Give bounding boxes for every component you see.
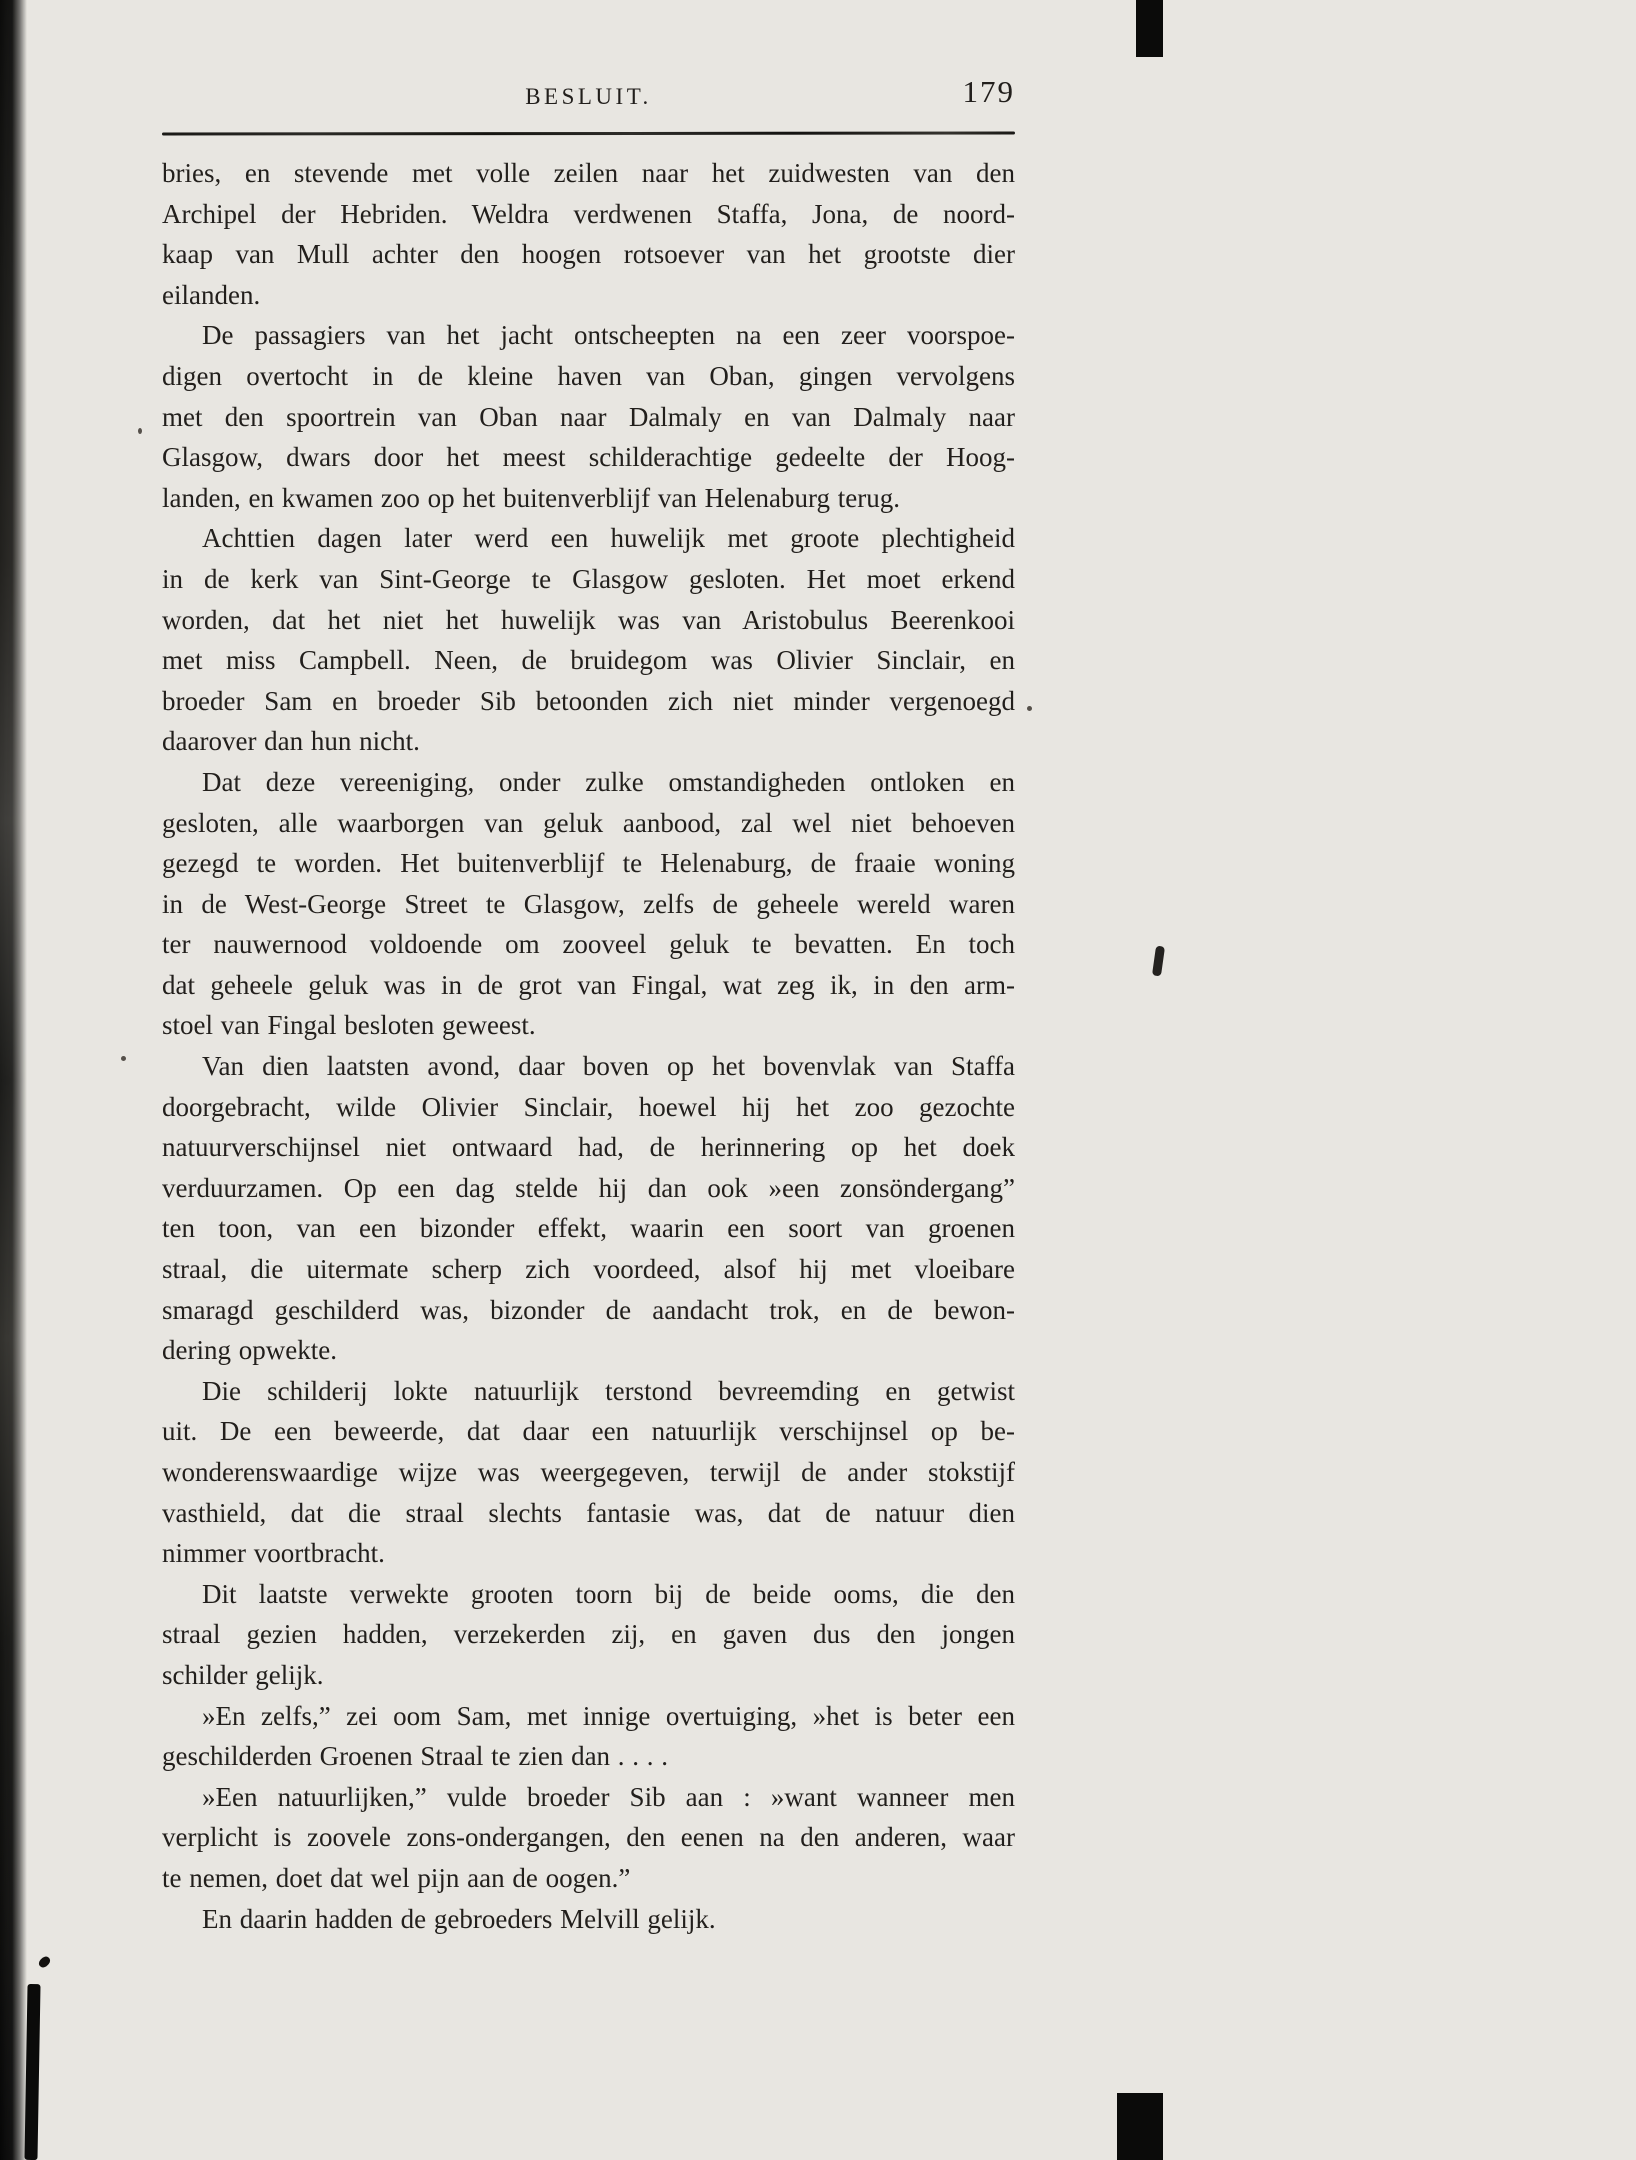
text-line: »En zelfs,” zei oom Sam, met innige overtuiging, »het is beter een	[202, 1700, 1015, 1731]
text-line: in de West-George Street te Glasgow, zelfs de geheele wereld waren	[162, 888, 1015, 919]
scan-speck	[1027, 706, 1032, 711]
paragraph	[162, 1777, 1015, 1899]
text-line: te nemen, doet dat wel pijn aan de oogen.”	[162, 1862, 631, 1893]
scan-mark-top-right	[1136, 0, 1163, 57]
text-line: natuurverschijnsel niet ontwaard had, de herinnering op het doek	[162, 1132, 1015, 1163]
text-line: ter nauwernood voldoende om zooveel geluk te bevatten. En toch	[162, 929, 1015, 960]
text-block	[162, 74, 1015, 1939]
text-line: stoel van Fingal besloten geweest.	[162, 1010, 536, 1041]
running-title: BESLUIT.	[525, 84, 652, 109]
text-line: uit. De een beweerde, dat daar een natuurlijk verschijnsel op be-	[162, 1416, 1015, 1447]
text-line: worden, dat het niet het huwelijk was van Aristobulus Beerenkooi	[162, 604, 1015, 635]
header-rule	[162, 131, 1015, 135]
text-line: kaap van Mull achter den hoogen rotsoever van het grootste dier	[162, 239, 1015, 270]
text-line: ten toon, van een bizonder effekt, waarin een soort van groenen	[162, 1213, 1015, 1244]
text-line: Dat deze vereeniging, onder zulke omstandigheden ontloken en	[202, 766, 1015, 797]
text-line: verplicht is zoovele zons-ondergangen, den eenen na den anderen, waar	[162, 1822, 1015, 1853]
scan-speck	[138, 428, 142, 434]
text-line: doorgebracht, wilde Olivier Sinclair, hoewel hij het zoo gezochte	[162, 1091, 1015, 1122]
scan-gutter-shadow	[0, 0, 27, 2160]
text-line: Dit laatste verwekte grooten toorn bij de beide ooms, die den	[202, 1578, 1015, 1609]
text-line: daarover dan hun nicht.	[162, 726, 420, 757]
text-line: »Een natuurlijken,” vulde broeder Sib aan : »want wanneer men	[202, 1781, 1015, 1812]
text-line: Glasgow, dwars door het meest schilderachtige gedeelte der Hoog-	[162, 442, 1015, 473]
text-line: gesloten, alle waarborgen van geluk aanbood, zal wel niet behoeven	[162, 807, 1015, 838]
page-header	[162, 74, 1015, 118]
text-line: vasthield, dat die straal slechts fantasie was, dat de natuur dien	[162, 1497, 1015, 1528]
text-line: dat geheele geluk was in de grot van Fingal, wat zeg ik, in den arm-	[162, 969, 1015, 1000]
text-line: wonderenswaardige wijze was weergegeven, terwijl de ander stokstijf	[162, 1457, 1015, 1487]
page-number: 179	[962, 74, 1015, 109]
scan-mark-bottom-right	[1117, 2093, 1163, 2160]
text-line: eilanden.	[162, 279, 261, 310]
scan-mark-right-edge	[1152, 946, 1165, 977]
body-text	[162, 153, 1015, 1939]
text-line: nimmer voortbracht.	[162, 1538, 385, 1569]
text-line: Achttien dagen later werd een huwelijk met groote plechtigheid	[202, 523, 1015, 554]
text-line: smaragd geschilderd was, bizonder de aandacht trok, en de bewon-	[162, 1294, 1015, 1325]
text-line: met den spoortrein van Oban naar Dalmaly en van Dalmaly naar	[162, 401, 1015, 432]
text-line: dering opwekte.	[162, 1335, 337, 1366]
paragraph	[162, 1046, 1015, 1371]
text-line: gezegd te worden. Het buitenverblijf te Helenaburg, de fraaie woning	[162, 848, 1015, 879]
paragraph	[162, 518, 1015, 762]
text-line: De passagiers van het jacht ontscheepten na een zeer voorspoe-	[202, 320, 1015, 351]
text-line: En daarin hadden de gebroeders Melvill gelijk.	[202, 1903, 716, 1934]
text-line: met miss Campbell. Neen, de bruidegom was Olivier Sinclair, en	[162, 645, 1015, 676]
text-line: verduurzamen. Op een dag stelde hij dan ook »een zonsöndergang”	[162, 1172, 1015, 1203]
text-line: Die schilderij lokte natuurlijk terstond bevreemding en getwist	[202, 1375, 1015, 1406]
text-line: landen, en kwamen zoo op het buitenverblijf van Helenaburg terug.	[162, 482, 901, 513]
text-line: digen overtocht in de kleine haven van Oban, gingen vervolgens	[162, 360, 1015, 391]
paragraph	[162, 153, 1015, 315]
paragraph	[162, 1696, 1015, 1777]
text-line: geschilderden Groenen Straal te zien dan . . . .	[162, 1741, 669, 1772]
text-line: straal gezien hadden, verzekerden zij, en gaven dus den jongen	[162, 1619, 1015, 1650]
paragraph	[162, 315, 1015, 518]
paragraph	[162, 1899, 1015, 1940]
text-line: Archipel der Hebriden. Weldra verdwenen Staffa, Jona, de noord-	[162, 198, 1015, 229]
text-line: Van dien laatsten avond, daar boven op het bovenvlak van Staffa	[202, 1051, 1015, 1082]
scan-speck	[121, 1056, 126, 1061]
paragraph	[162, 1574, 1015, 1696]
scan-speck-bottom-left	[37, 1955, 52, 1970]
paragraph	[162, 1371, 1015, 1574]
text-line: in de kerk van Sint-George te Glasgow gesloten. Het moet erkend	[162, 563, 1015, 594]
text-line: straal, die uitermate scherp zich voordeed, alsof hij met vloeibare	[162, 1254, 1015, 1285]
scan-mark-bottom-left	[24, 1984, 40, 2160]
paragraph	[162, 762, 1015, 1046]
text-line: bries, en stevende met volle zeilen naar het zuidwesten van den	[162, 158, 1015, 188]
text-line: broeder Sam en broeder Sib betoonden zich niet minder vergenoegd	[162, 685, 1015, 716]
text-line: schilder gelijk.	[162, 1659, 324, 1690]
